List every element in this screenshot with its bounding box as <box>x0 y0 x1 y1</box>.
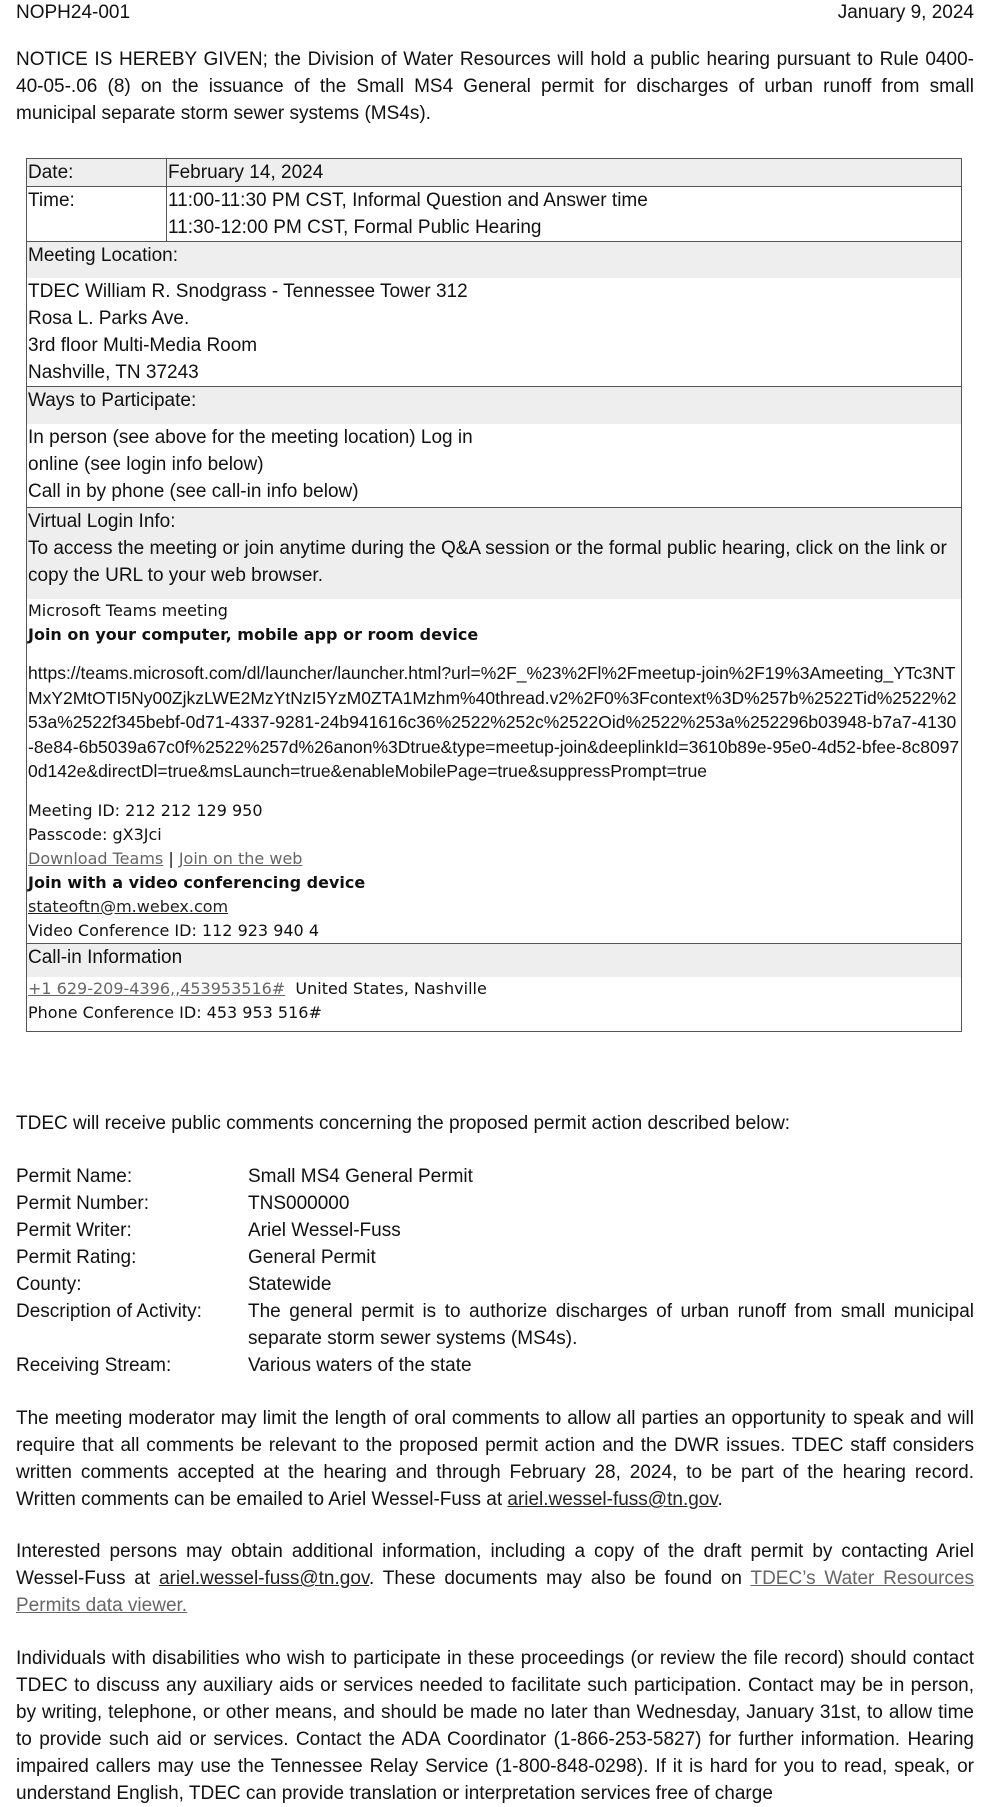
hearing-notice: NOTICE IS HEREBY GIVEN; the Division of Water Resources will hold a public hearing pursuant to Rule 0400-40-05-.06 (8) on the issuance of the Small MS4 General permit for discharges of urban runoff from small municipal separate storm sewer systems (MS4s). <box>16 49 974 124</box>
location-line: Rosa L. Parks Ave. <box>28 308 190 329</box>
video-conference-id: Video Conference ID: 112 923 940 4 <box>28 920 319 940</box>
permit-label: Permit Name: <box>16 1166 133 1187</box>
callin-phone <box>27 977 961 1001</box>
location-line: TDEC William R. Snodgrass - Tennessee Tower 312 <box>28 281 468 302</box>
video-email-link[interactable]: stateoftn@m.webex.com <box>28 896 229 916</box>
teams-join-heading: Join on your computer, mobile app or room device <box>28 625 479 644</box>
comments-end: . <box>717 1489 723 1510</box>
video-join-heading: Join with a video conferencing device <box>28 872 366 892</box>
time-line-qa: 11:00-11:30 PM CST, Informal Question and Answer time <box>168 190 648 211</box>
permit-value: Various waters of the state <box>248 1355 472 1376</box>
permit-row <box>16 1271 974 1298</box>
participate-label: Ways to Participate: <box>27 387 961 424</box>
information-email-link[interactable]: ariel.wessel-fuss@tn.gov <box>158 1568 370 1589</box>
document-header <box>16 0 974 26</box>
download-teams-link[interactable]: Download Teams <box>28 848 164 868</box>
information-middle: . These documents may also be found on <box>369 1568 751 1589</box>
date-row <box>27 159 961 187</box>
virtual-login-section <box>27 508 961 944</box>
location-section <box>27 242 961 387</box>
location-label: Meeting Location: <box>27 242 961 278</box>
permit-label: Permit Number: <box>16 1193 150 1214</box>
permit-value: Ariel Wessel-Fuss <box>248 1220 401 1241</box>
information-paragraph <box>16 1538 974 1619</box>
teams-meeting-title: Microsoft Teams meeting <box>28 601 228 620</box>
location-line: 3rd floor Multi-Media Room <box>28 335 258 356</box>
time-row <box>27 187 961 242</box>
permit-label: Receiving Stream: <box>16 1355 172 1376</box>
permit-row <box>16 1217 974 1244</box>
time-line-hearing: 11:30-12:00 PM CST, Formal Public Hearing <box>168 217 542 238</box>
time-value <box>167 187 961 241</box>
document-id: NOPH24-001 <box>16 2 131 23</box>
permit-label: County: <box>16 1274 82 1295</box>
date-value: February 14, 2024 <box>168 162 324 183</box>
permit-label: Permit Rating: <box>16 1247 137 1268</box>
permit-row <box>16 1298 974 1352</box>
teams-links <box>27 847 961 871</box>
permit-row <box>16 1352 974 1379</box>
join-on-web-link[interactable]: Join on the web <box>178 848 303 868</box>
comments-intro: TDEC will receive public comments concerning the proposed permit action described below: <box>16 1113 791 1134</box>
meeting-info-table <box>26 158 962 1032</box>
phone-location: United States, Nashville <box>295 978 487 998</box>
teams-meeting-url[interactable]: https://teams.microsoft.com/dl/launcher/launcher.html?url=%2F_%23%2Fl%2Fmeetup-join%2F19%3Ameeting_YTc3NTMxY2MtOTI5Ny00ZjkzLWE2MzYtNzI5YzM0ZTA1Mzhm%40thread.v2%2F0%3Fcontext%3D%257b%2522Tid%2522%253a%2522f345bebf-0d71-4337-9281-24b941616c36%2522%252c%2522Oid%2522%253a%252296b03948-b7a7-4130-8e84-6b5039a67c0f%2522%257d%26anon%3Dtrue&type=meetup-join&deeplinkId=3610b89e-95e0-4d52-bfee-8c80970d142e&directDl=true&msLaunch=true&enableMobilePage=true&suppressPrompt=true <box>28 663 960 781</box>
virtual-login-label: Virtual Login Info: <box>28 511 176 532</box>
meeting-passcode: Passcode: gX3Jci <box>28 824 162 844</box>
permit-row <box>16 1190 974 1217</box>
date-label: Date: <box>27 159 167 186</box>
comments-email-link[interactable]: ariel.wessel-fuss@tn.gov <box>507 1489 718 1510</box>
phone-conference-id: Phone Conference ID: 453 953 516# <box>28 1002 322 1022</box>
permit-row <box>16 1163 974 1190</box>
callin-section <box>27 944 961 1031</box>
meeting-id: Meeting ID: 212 212 129 950 <box>28 800 263 820</box>
accessibility-paragraph: Individuals with disabilities who wish to participate in these proceedings (or review the file record) should contact TDEC to discuss any auxiliary aids or services needed to facilitate such participation. Contact may be in person, by writing, telephone, or other means, and should be made no later than Wednesday, January 31st, to allow time to provide such aid or services. Contact the ADA Coordinator (1-866-253-5827) for further information. Hearing impaired callers may use the Tennessee Relay Service (1-800-848-0298). If it is hard for you to read, speak, or understand English, TDEC can provide translation or interpretation services free of charge <box>16 1648 974 1804</box>
virtual-login-text: To access the meeting or join anytime during the Q&A session or the formal public hearing, click on the link or copy the URL to your web browser. <box>28 538 947 586</box>
permit-label: Description of Activity: <box>16 1301 202 1322</box>
phone-link[interactable]: +1 629-209-4396,,453953516# <box>28 978 286 998</box>
comments-paragraph <box>16 1405 974 1513</box>
permit-value: TNS000000 <box>248 1193 350 1214</box>
participate-section <box>27 387 961 508</box>
time-label: Time: <box>27 187 167 241</box>
comments-text: The meeting moderator may limit the length of oral comments to allow all parties an opportunity to speak and will require that all comments be relevant to the proposed permit action and the DWR issues. TDEC staff considers written comments accepted at the hearing and through February 28, 2024, to be part of the hearing record. Written comments can be emailed to Ariel Wessel-Fuss at <box>16 1408 974 1510</box>
permit-details <box>16 1163 974 1379</box>
location-line: Nashville, TN 37243 <box>28 362 199 383</box>
permit-value: General Permit <box>248 1247 376 1268</box>
participate-line: In person (see above for the meeting location) Log in <box>28 427 473 448</box>
permit-value: The general permit is to authorize discharges of urban runoff from small municipal separate storm sewer systems (MS4s). <box>248 1301 974 1349</box>
permit-label: Permit Writer: <box>16 1220 132 1241</box>
participate-line: Call in by phone (see call-in info below) <box>28 481 359 502</box>
permit-row <box>16 1244 974 1271</box>
participate-line: online (see login info below) <box>28 454 264 475</box>
callin-label: Call-in Information <box>27 944 961 977</box>
document-date: January 9, 2024 <box>837 2 974 23</box>
permit-value: Small MS4 General Permit <box>248 1166 473 1187</box>
information-text: Interested persons may obtain additional information, including a copy of the draft permit by contacting Ariel Wessel-Fuss at <box>16 1541 974 1589</box>
permit-value: Statewide <box>248 1274 332 1295</box>
permits-data-viewer-link[interactable]: TDEC’s Water Resources Permits data viewer. <box>16 1568 974 1616</box>
link-separator: | <box>163 848 179 868</box>
